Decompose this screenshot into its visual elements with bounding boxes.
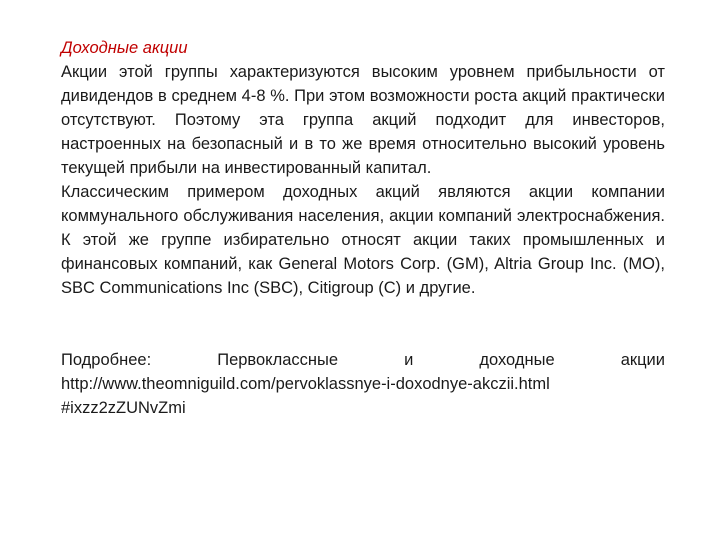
paragraph-intro: Акции этой группы характеризуются высоким уровнем прибыльности от дивидендов в среднем 4-8 %. При этом возможности роста акций практически отсутствуют. Поэтому эта группа акций подходит для инвесторов, настроенных на безопасный и в то же время относительно высокий уровень текущей прибыли на инвестированный капитал.: [61, 63, 665, 177]
source-note: [61, 348, 665, 420]
source-label: Подробнее: Первоклассные и доходные акции: [61, 351, 665, 369]
section-heading: Доходные акции: [61, 39, 188, 57]
spacer: [61, 300, 665, 348]
slide-content: [61, 36, 665, 420]
paragraph-examples: Классическим примером доходных акций являются акции компании коммунального обслуживания населения, акции компаний электроснабжения. К этой же группе избирательно относят акции таких промышленных и финансовых компаний, как General Motors Corp. (GM), Altria Group Inc. (MO), SBC Communications Inc (SBC), Citigroup (C) и другие.: [61, 183, 665, 297]
source-url[interactable]: http://www.theomniguild.com/pervoklassnye-i-doxodnye-akczii.html#ixzz2zZUNvZmi: [61, 375, 550, 417]
